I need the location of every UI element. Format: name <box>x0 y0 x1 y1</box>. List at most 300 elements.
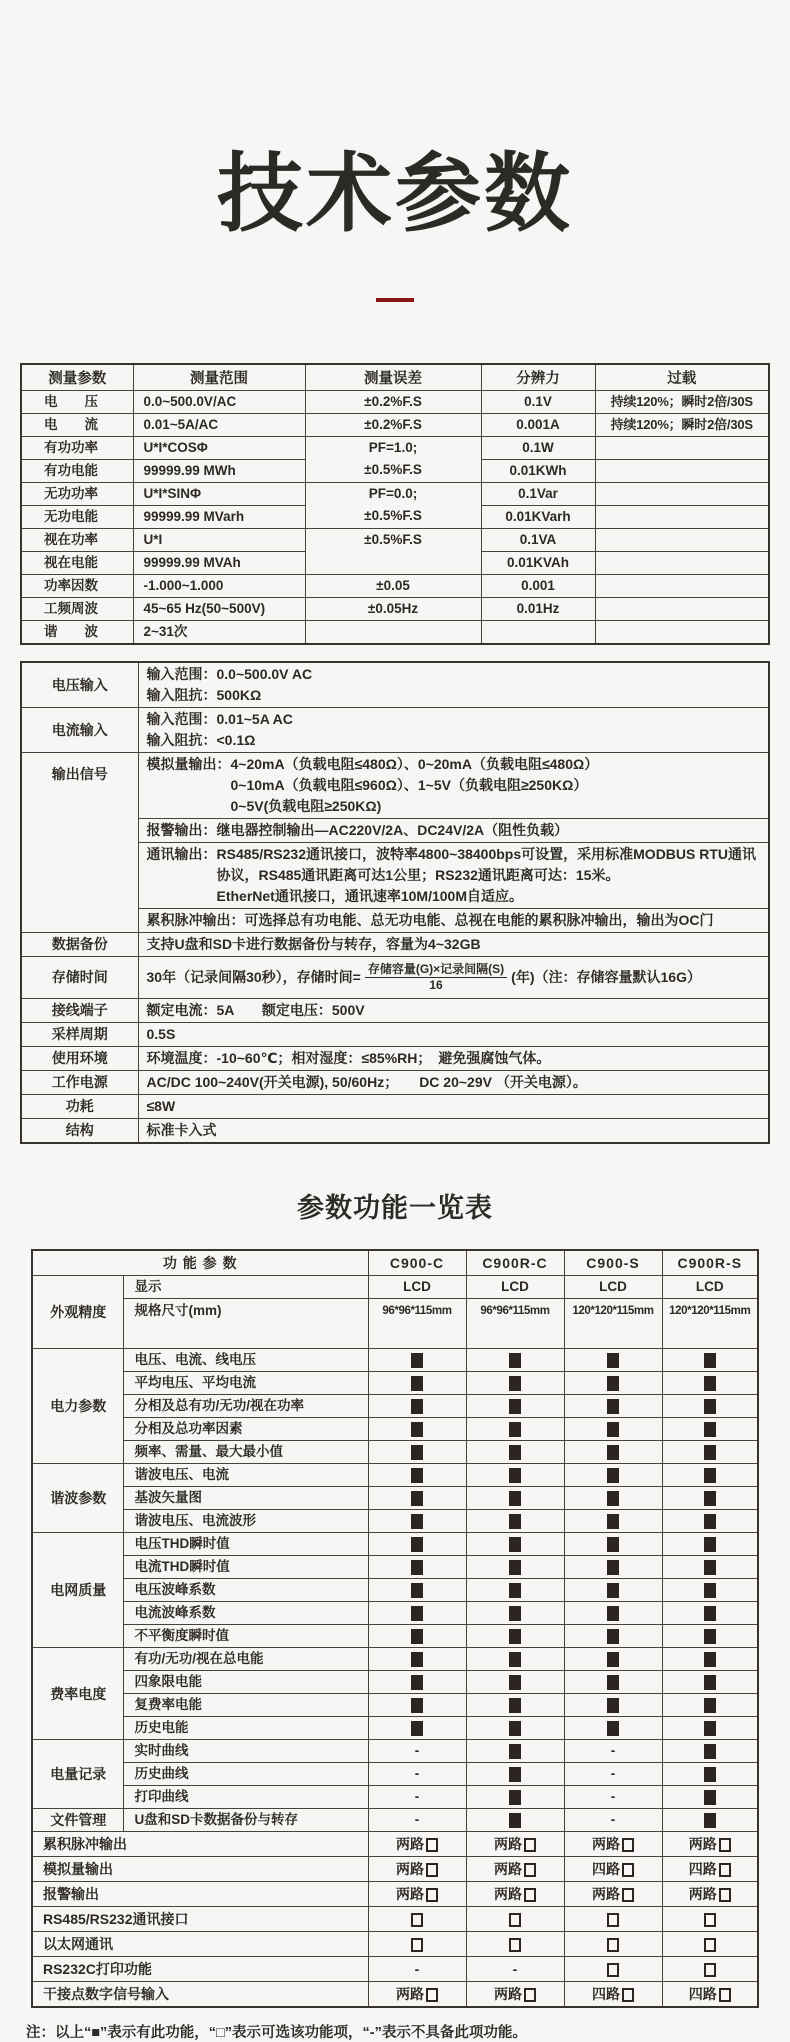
measurement-cell <box>481 620 595 644</box>
filled-square-icon <box>411 1491 423 1506</box>
fraction-suffix: (年)（注：存储容量默认16G） <box>511 968 701 985</box>
model-value <box>466 1786 564 1809</box>
filled-square-icon <box>704 1813 716 1828</box>
model-value <box>564 1349 662 1372</box>
measurement-cell: 0.1Var <box>481 482 595 505</box>
value-text: 两路 <box>592 1836 620 1853</box>
feature-label: 谐波电压、电流 <box>124 1464 368 1487</box>
fraction-prefix: 30年（记录间隔30秒），存储时间= <box>146 968 361 985</box>
measurement-cell: 视在电能 <box>21 551 133 574</box>
text-line: 输入阻抗：<0.1Ω <box>146 731 256 748</box>
model-value <box>368 1671 466 1694</box>
measurement-cell: 0.001 <box>481 574 595 597</box>
table-row <box>32 1464 758 1487</box>
measurement-cell <box>305 620 481 644</box>
column-header: 测量范围 <box>133 364 305 390</box>
filled-square-icon <box>704 1721 716 1736</box>
filled-square-icon <box>607 1675 619 1690</box>
value-text: 两路 <box>688 1886 717 1903</box>
model-value <box>466 1579 564 1602</box>
optional-square-icon <box>719 1888 731 1902</box>
text-line: 0~10mA（负载电阻≤960Ω）、1~5V（负载电阻≥250KΩ） <box>146 776 588 793</box>
spec-label: 工作电源 <box>21 1070 138 1094</box>
model-value: 96*96*115mm <box>368 1299 466 1349</box>
spec-label: 输出信号 <box>21 752 138 932</box>
table-row <box>21 1094 769 1118</box>
table-row <box>21 482 769 505</box>
filled-square-icon <box>704 1744 716 1759</box>
model-value <box>662 1533 758 1556</box>
measurement-cell: U*I*COSΦ <box>133 436 305 459</box>
spec-label: 电流输入 <box>21 707 138 752</box>
model-value <box>662 1740 758 1763</box>
filled-square-icon <box>607 1422 619 1437</box>
optional-square-icon <box>719 1863 731 1877</box>
table-row <box>32 1982 758 2007</box>
feature-label: 规格尺寸(mm) <box>124 1299 368 1349</box>
model-value: 120*120*115mm <box>564 1299 662 1349</box>
table-row <box>32 1510 758 1533</box>
filled-square-icon <box>704 1606 716 1621</box>
model-header: C900R-C <box>466 1250 564 1276</box>
model-value <box>368 1464 466 1487</box>
text-line: 通讯输出：RS485/RS232通讯接口，波特率4800~38400bps可设置，采用标准MODBUS RTU通讯 <box>146 845 757 862</box>
model-value <box>466 1717 564 1740</box>
model-value <box>662 1510 758 1533</box>
optional-square-icon <box>524 1988 536 2002</box>
model-value <box>662 1418 758 1441</box>
model-value <box>662 1957 758 1982</box>
model-value <box>368 1349 466 1372</box>
column-header: 测量误差 <box>305 364 481 390</box>
filled-square-icon <box>704 1652 716 1667</box>
text-line: PF=0.0; <box>368 486 418 502</box>
model-value <box>466 1556 564 1579</box>
measurement-cell: 0.01~5A/AC <box>133 413 305 436</box>
filled-square-icon <box>411 1583 423 1598</box>
filled-square-icon <box>704 1767 716 1782</box>
model-value <box>466 1418 564 1441</box>
feature-label: 分相及总功率因素 <box>124 1418 368 1441</box>
filled-square-icon <box>411 1629 423 1644</box>
filled-square-icon <box>607 1583 619 1598</box>
measurement-cell: 0.01Hz <box>481 597 595 620</box>
model-value <box>368 1441 466 1464</box>
feature-label: 谐波电压、电流波形 <box>124 1510 368 1533</box>
measurement-cell <box>305 528 481 574</box>
feature-label: RS232C打印功能 <box>32 1957 368 1982</box>
group-label: 文件管理 <box>32 1809 124 1832</box>
feature-label: 历史电能 <box>124 1717 368 1740</box>
filled-square-icon <box>704 1422 716 1437</box>
filled-square-icon <box>509 1399 521 1414</box>
measurement-table-head <box>21 364 769 390</box>
text-line: EtherNet通讯接口，通讯速率10M/100M自适应。 <box>146 887 523 904</box>
model-value <box>368 1832 466 1857</box>
text-line: 额定电流：5A 额定电压：500V <box>146 1001 365 1018</box>
feature-label: 四象限电能 <box>124 1671 368 1694</box>
measurement-table-body <box>21 390 769 644</box>
measurement-cell: 0.1W <box>481 436 595 459</box>
measurement-cell <box>595 436 769 459</box>
table-row <box>21 620 769 644</box>
filled-square-icon <box>607 1514 619 1529</box>
filled-square-icon <box>509 1583 521 1598</box>
filled-square-icon <box>704 1353 716 1368</box>
spec-value <box>138 1118 769 1143</box>
function-table-head <box>32 1250 758 1276</box>
model-value: - <box>564 1740 662 1763</box>
value-text: 两路 <box>396 1985 424 2002</box>
model-value <box>466 1857 564 1882</box>
filled-square-icon <box>704 1399 716 1414</box>
value-text: 四路 <box>688 1861 717 1878</box>
value-text: 两路 <box>494 1861 522 1878</box>
optional-square-icon <box>426 1863 438 1877</box>
model-value <box>564 1395 662 1418</box>
measurement-cell: 有功电能 <box>21 459 133 482</box>
feature-label: 电流波峰系数 <box>124 1602 368 1625</box>
spec-label: 数据备份 <box>21 932 138 956</box>
table-row <box>21 1022 769 1046</box>
model-value: - <box>368 1786 466 1809</box>
text-line: 0~5V(负载电阻≥250KΩ) <box>146 797 382 814</box>
table-row <box>21 1046 769 1070</box>
optional-square-icon <box>524 1863 536 1877</box>
optional-square-icon <box>607 1913 619 1927</box>
text-line: ±0.5%F.S <box>364 462 422 478</box>
filled-square-icon <box>704 1468 716 1483</box>
filled-square-icon <box>607 1353 619 1368</box>
model-value <box>662 1882 758 1907</box>
table-row <box>21 413 769 436</box>
measurement-cell: 99999.99 MVAh <box>133 551 305 574</box>
filled-square-icon <box>411 1376 423 1391</box>
table-header-row <box>32 1250 758 1276</box>
optional-square-icon <box>622 1988 634 2002</box>
optional-square-icon <box>622 1838 634 1852</box>
optional-square-icon <box>607 1963 619 1977</box>
model-value <box>368 1625 466 1648</box>
text-line: 模拟量输出：4~20mA（负载电阻≤480Ω）、0~20mA（负载电阻≤480Ω） <box>146 755 599 772</box>
model-value <box>466 1671 564 1694</box>
model-value <box>662 1809 758 1832</box>
filled-square-icon <box>704 1698 716 1713</box>
feature-label: 平均电压、平均电流 <box>124 1372 368 1395</box>
value-text: 四路 <box>592 1985 620 2002</box>
value-text: 四路 <box>592 1861 620 1878</box>
text-line: ±0.5%F.S <box>364 532 422 548</box>
spec-value <box>138 1022 769 1046</box>
spec-value <box>138 818 769 842</box>
filled-square-icon <box>509 1353 521 1368</box>
value-text: 两路 <box>494 1886 522 1903</box>
feature-label: U盘和SD卡数据备份与转存 <box>124 1809 368 1832</box>
spec-value <box>138 752 769 818</box>
measurement-cell <box>595 459 769 482</box>
table-row <box>21 436 769 459</box>
measurement-cell <box>595 551 769 574</box>
model-value <box>466 1395 564 1418</box>
spec-value <box>138 1094 769 1118</box>
filled-square-icon <box>704 1629 716 1644</box>
model-value <box>564 1907 662 1932</box>
model-value <box>662 1556 758 1579</box>
group-label: 费率电度 <box>32 1648 124 1740</box>
table-row <box>21 956 769 998</box>
feature-label: 电压THD瞬时值 <box>124 1533 368 1556</box>
filled-square-icon <box>607 1560 619 1575</box>
measurement-cell: ±0.2%F.S <box>305 413 481 436</box>
model-value <box>466 1602 564 1625</box>
feature-label: 复费率电能 <box>124 1694 368 1717</box>
fraction-line <box>147 962 761 993</box>
optional-square-icon <box>719 1838 731 1852</box>
table-row <box>32 1299 758 1349</box>
filled-square-icon <box>411 1468 423 1483</box>
table-row <box>21 597 769 620</box>
filled-square-icon <box>509 1422 521 1437</box>
model-value <box>662 1349 758 1372</box>
model-value <box>368 1882 466 1907</box>
model-value <box>368 1372 466 1395</box>
optional-square-icon <box>524 1888 536 1902</box>
filled-square-icon <box>411 1606 423 1621</box>
table-row <box>32 1625 758 1648</box>
filled-square-icon <box>509 1514 521 1529</box>
model-value <box>368 1602 466 1625</box>
filled-square-icon <box>509 1629 521 1644</box>
model-value <box>368 1510 466 1533</box>
model-value <box>662 1648 758 1671</box>
measurement-cell: 0.1VA <box>481 528 595 551</box>
fraction-numerator: 存储容量(G)×记录间隔(S) <box>365 962 507 978</box>
spec-table <box>20 661 770 1144</box>
measurement-cell: 99999.99 MVarh <box>133 505 305 528</box>
text-line: ≤8W <box>146 1097 176 1114</box>
optional-square-icon <box>509 1938 521 1952</box>
model-value <box>662 1932 758 1957</box>
text-line: AC/DC 100~240V(开关电源), 50/60Hz； DC 20~29V （开关电源）。 <box>146 1073 587 1090</box>
model-value <box>466 1832 564 1857</box>
fraction-denominator: 16 <box>429 977 443 992</box>
model-value <box>564 1648 662 1671</box>
filled-square-icon <box>607 1721 619 1736</box>
feature-label: 模拟量输出 <box>32 1857 368 1882</box>
optional-square-icon <box>509 1913 521 1927</box>
value-text: 两路 <box>494 1985 522 2002</box>
filled-square-icon <box>607 1537 619 1552</box>
table-row <box>32 1907 758 1932</box>
measurement-cell: 工频周波 <box>21 597 133 620</box>
text-line: 累积脉冲输出：可选择总有功电能、总无功电能、总视在电能的累积脉冲输出，输出为OC门 <box>146 911 714 928</box>
spec-label: 功耗 <box>21 1094 138 1118</box>
spec-table-body <box>21 662 769 1143</box>
value-text: 四路 <box>688 1985 717 2002</box>
optional-square-icon <box>524 1838 536 1852</box>
model-value <box>564 1533 662 1556</box>
model-value <box>662 1694 758 1717</box>
model-value <box>466 1694 564 1717</box>
model-value <box>564 1717 662 1740</box>
table-row <box>32 1487 758 1510</box>
table-row <box>21 1118 769 1143</box>
filled-square-icon <box>704 1491 716 1506</box>
value-text: 两路 <box>396 1861 424 1878</box>
filled-square-icon <box>607 1445 619 1460</box>
model-value <box>564 1510 662 1533</box>
spec-label: 使用环境 <box>21 1046 138 1070</box>
fraction <box>365 962 507 993</box>
table-row <box>32 1276 758 1299</box>
measurement-cell: 0.01KVarh <box>481 505 595 528</box>
text-line: PF=1.0; <box>368 440 418 456</box>
filled-square-icon <box>411 1652 423 1667</box>
model-value <box>368 1717 466 1740</box>
model-value <box>466 1932 564 1957</box>
filled-square-icon <box>509 1721 521 1736</box>
measurement-cell: 有功功率 <box>21 436 133 459</box>
measurement-cell: 无功电能 <box>21 505 133 528</box>
model-value <box>466 1625 564 1648</box>
model-value <box>662 1982 758 2007</box>
model-value <box>564 1579 662 1602</box>
value-text: 两路 <box>396 1836 424 1853</box>
model-value <box>466 1882 564 1907</box>
table-row <box>32 1579 758 1602</box>
measurement-cell: 2~31次 <box>133 620 305 644</box>
text-line: 环境温度：-10~60℃；相对湿度：≤85%RH； 避免强腐蚀气体。 <box>146 1049 551 1066</box>
feature-label: 电压波峰系数 <box>124 1579 368 1602</box>
feature-label: 显示 <box>124 1276 368 1299</box>
table-row <box>32 1957 758 1982</box>
table-row <box>32 1602 758 1625</box>
feature-label: 电压、电流、线电压 <box>124 1349 368 1372</box>
model-value <box>368 1857 466 1882</box>
spec-label: 结构 <box>21 1118 138 1143</box>
page-title: 技术参数 <box>217 145 573 242</box>
spec-value <box>138 932 769 956</box>
model-value <box>564 1487 662 1510</box>
page <box>0 58 790 2042</box>
model-value <box>662 1625 758 1648</box>
measurement-cell: 谐 波 <box>21 620 133 644</box>
table-row <box>32 1882 758 1907</box>
feature-label: RS485/RS232通讯接口 <box>32 1907 368 1932</box>
filled-square-icon <box>509 1813 521 1828</box>
measurement-cell <box>305 436 481 482</box>
model-value <box>662 1464 758 1487</box>
value-text: 两路 <box>688 1836 717 1853</box>
table-row <box>32 1372 758 1395</box>
table-row <box>32 1441 758 1464</box>
table-row <box>32 1533 758 1556</box>
table-row <box>32 1648 758 1671</box>
table-row <box>32 1786 758 1809</box>
feature-label: 打印曲线 <box>124 1786 368 1809</box>
spec-label: 存储时间 <box>21 956 138 998</box>
measurement-table <box>20 363 770 645</box>
table-row <box>32 1932 758 1957</box>
model-value <box>662 1857 758 1882</box>
model-value: LCD <box>662 1276 758 1299</box>
measurement-cell: 0.0~500.0V/AC <box>133 390 305 413</box>
filled-square-icon <box>704 1583 716 1598</box>
measurement-cell: U*I <box>133 528 305 551</box>
model-value <box>662 1763 758 1786</box>
measurement-cell: 视在功率 <box>21 528 133 551</box>
model-value <box>662 1786 758 1809</box>
feature-label: 报警输出 <box>32 1882 368 1907</box>
spec-label: 电压输入 <box>21 662 138 708</box>
measurement-cell <box>595 574 769 597</box>
model-header: C900-C <box>368 1250 466 1276</box>
table-row <box>32 1418 758 1441</box>
feature-label: 有功/无功/视在总电能 <box>124 1648 368 1671</box>
group-label: 电量记录 <box>32 1740 124 1809</box>
measurement-cell <box>595 528 769 551</box>
filled-square-icon <box>509 1698 521 1713</box>
model-value: - <box>564 1763 662 1786</box>
measurement-cell: 持续120%；瞬时2倍/30S <box>595 413 769 436</box>
model-value <box>564 1982 662 2007</box>
model-value <box>564 1694 662 1717</box>
optional-square-icon <box>704 1963 716 1977</box>
text-line: ±0.5%F.S <box>364 508 422 524</box>
optional-square-icon <box>622 1863 634 1877</box>
text-line: 协议，RS485通讯距离可达1公里；RS232通讯距离可达：15米。 <box>146 866 620 883</box>
measurement-cell <box>595 597 769 620</box>
table-row <box>32 1694 758 1717</box>
filled-square-icon <box>509 1560 521 1575</box>
corner-header: 功 能 参 数 <box>32 1250 368 1276</box>
filled-square-icon <box>607 1698 619 1713</box>
spec-value <box>138 956 769 998</box>
text-line: 0.5S <box>146 1025 176 1042</box>
function-table <box>31 1249 759 2008</box>
section-title: 参数功能一览表 <box>297 1192 493 1223</box>
model-value: - <box>466 1957 564 1982</box>
filled-square-icon <box>509 1606 521 1621</box>
filled-square-icon <box>411 1422 423 1437</box>
feature-label: 频率、需量、最大最小值 <box>124 1441 368 1464</box>
model-value <box>368 1579 466 1602</box>
model-value <box>564 1625 662 1648</box>
filled-square-icon <box>704 1790 716 1805</box>
measurement-cell <box>595 505 769 528</box>
filled-square-icon <box>704 1560 716 1575</box>
model-value: - <box>368 1740 466 1763</box>
value-text: 两路 <box>396 1886 424 1903</box>
table-row <box>32 1832 758 1857</box>
filled-square-icon <box>411 1445 423 1460</box>
feature-label: 以太网通讯 <box>32 1932 368 1957</box>
measurement-cell: ±0.05Hz <box>305 597 481 620</box>
filled-square-icon <box>607 1629 619 1644</box>
filled-square-icon <box>411 1560 423 1575</box>
model-value: - <box>368 1957 466 1982</box>
spec-value <box>138 707 769 752</box>
filled-square-icon <box>704 1514 716 1529</box>
measurement-cell: ±0.2%F.S <box>305 390 481 413</box>
optional-square-icon <box>607 1938 619 1952</box>
measurement-cell: 持续120%；瞬时2倍/30S <box>595 390 769 413</box>
model-value <box>564 1441 662 1464</box>
optional-square-icon <box>719 1988 731 2002</box>
group-label: 外观精度 <box>32 1276 124 1349</box>
model-value: 120*120*115mm <box>662 1299 758 1349</box>
value-text: 两路 <box>494 1836 522 1853</box>
